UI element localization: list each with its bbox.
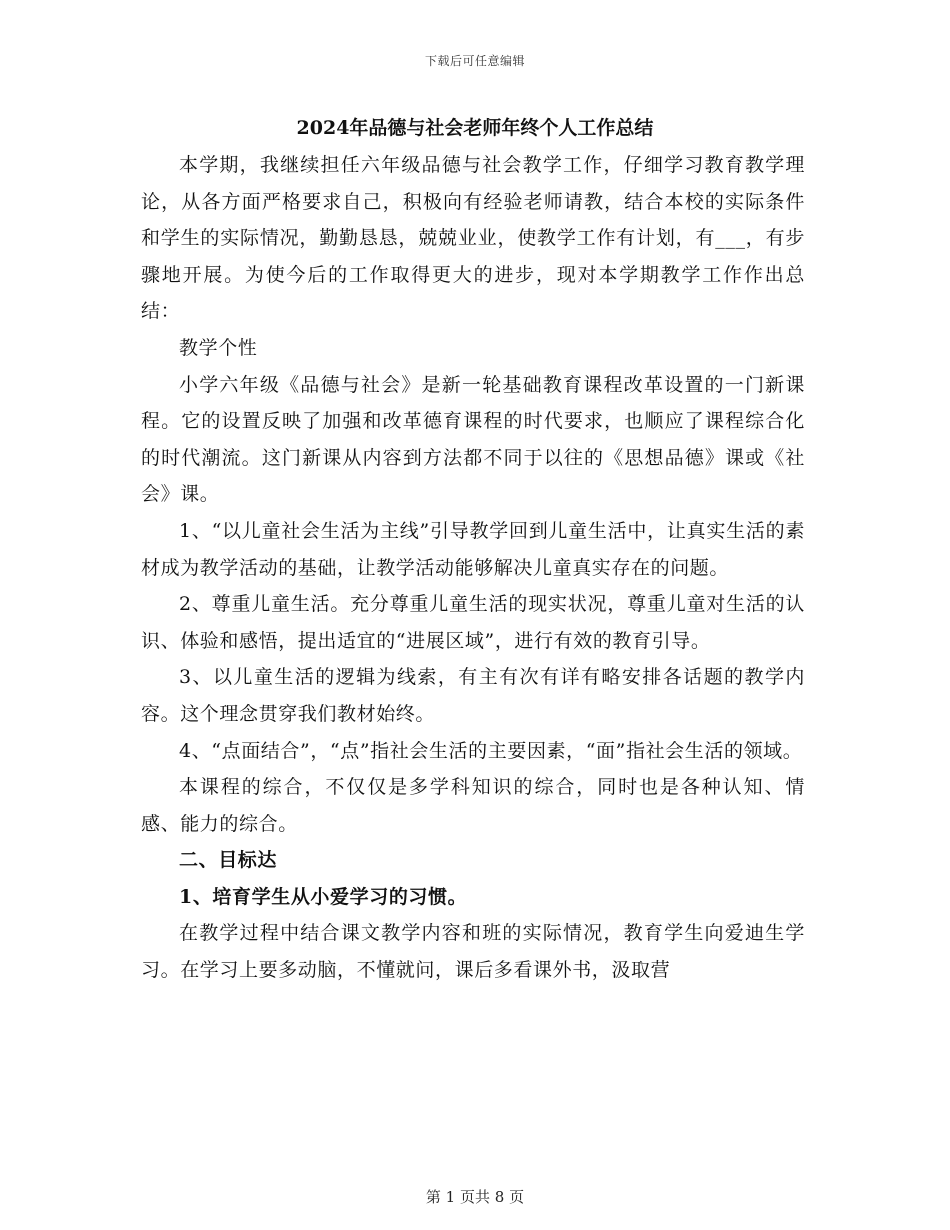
heading-goals: 二、目标达 xyxy=(179,849,278,872)
paragraph-intro: 本学期，我继续担任六年级品德与社会教学工作，仔细学习教育教学理论，从各方面严格要求自己，积极向有经验老师请教，结合本校的实际条件和学生的实际情况，勤勤恳恳，兢兢业业，使教学工作有计划，有___，有步骤地开展。为使今后的工作取得更大的进步，现对本学期教学工作作出总结： xyxy=(141,154,805,323)
paragraph-point-1: 1、“以儿童社会生活为主线”引导教学回到儿童生活中，让真实生活的素材成为教学活动的基础，让教学活动能够解决儿童真实存在的问题。 xyxy=(141,519,805,579)
document-title: 2024年品德与社会老师年终个人工作总结 xyxy=(296,117,654,139)
paragraph-integration: 本课程的综合，不仅仅是多学科知识的综合，同时也是各种认知、情感、能力的综合。 xyxy=(141,776,805,835)
page-number-indicator: 第 1 页共 8 页 xyxy=(425,1188,525,1206)
paragraph-section-heading: 教学个性 xyxy=(179,336,258,359)
paragraph-course-overview: 小学六年级《品德与社会》是新一轮基础教育课程改革设置的一门新课程。它的设置反映了加强和改革德育课程的时代要求，也顺应了课程综合化的时代潮流。这门新课从内容到方法都不同于以往的《思想品德》课或《社会》课。 xyxy=(141,373,805,506)
paragraph-point-3: 3、以儿童生活的逻辑为线索，有主有次有详有略安排各话题的教学内容。这个理念贯穿我们教材始终。 xyxy=(141,666,805,725)
paragraph-point-2: 2、尊重儿童生活。充分尊重儿童生活的现实状况，尊重儿童对生活的认识、体验和感悟，提出适宜的“进展区域”，进行有效的教育引导。 xyxy=(141,593,805,652)
paragraph-goal-1-body: 在教学过程中结合课文教学内容和班的实际情况，教育学生向爱迪生学习。在学习上要多动脑，不懂就问，课后多看课外书，汲取营 xyxy=(141,922,805,982)
paragraph-point-4: 4、“点面结合”，“点”指社会生活的主要因素，“面”指社会生活的领域。 xyxy=(179,739,803,762)
document-body xyxy=(141,147,805,989)
heading-goal-1: 1、培育学生从小爱学习的习惯。 xyxy=(179,885,468,908)
page-header-note: 下载后可任意编辑 xyxy=(424,54,525,68)
